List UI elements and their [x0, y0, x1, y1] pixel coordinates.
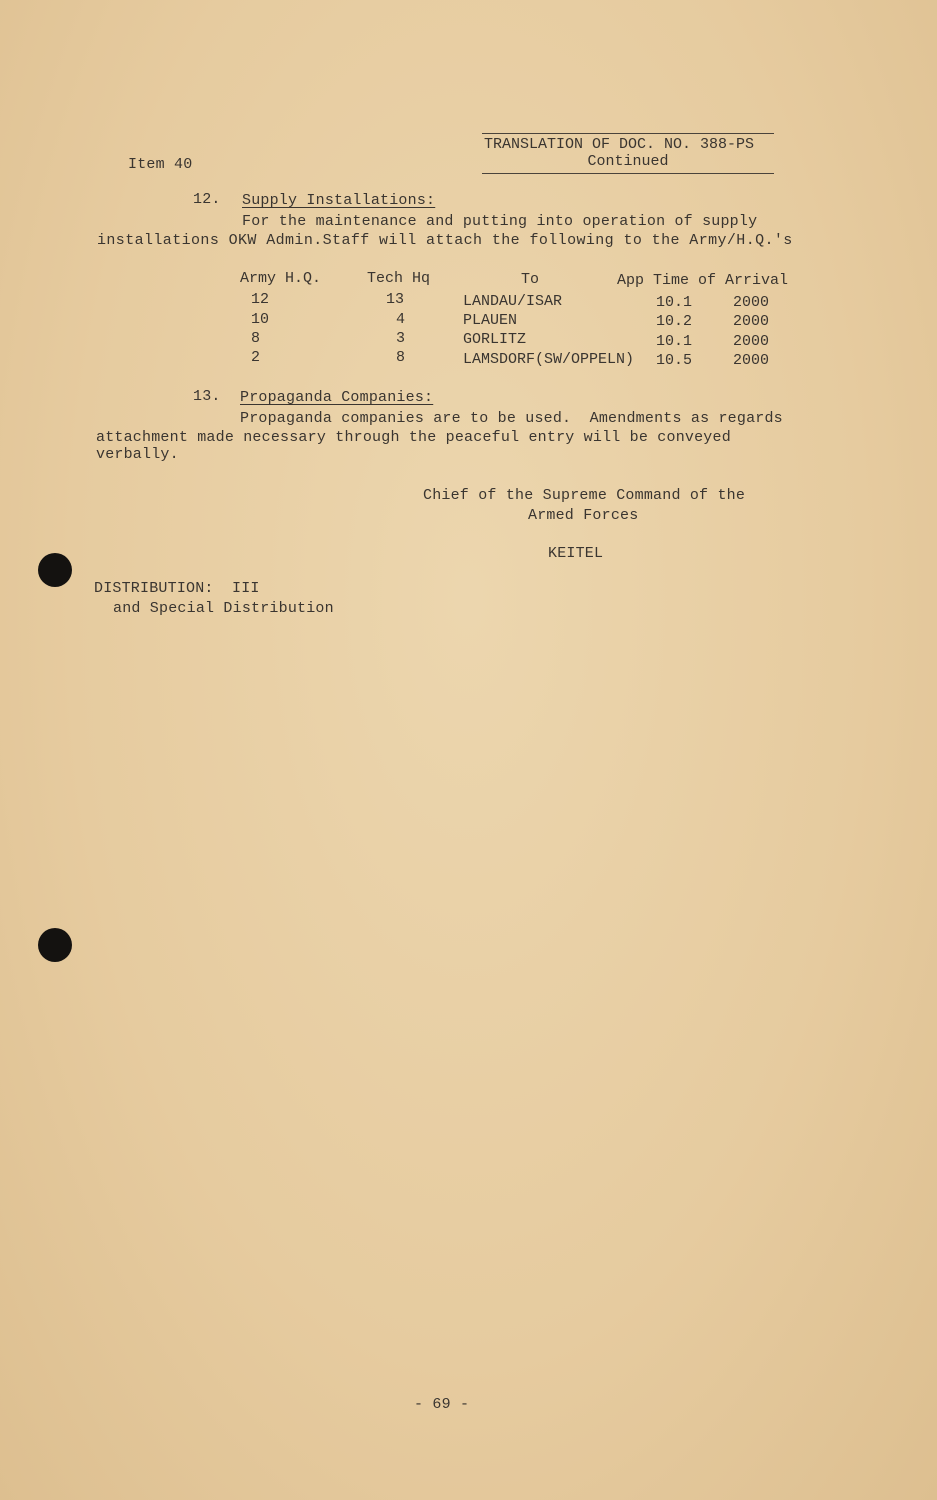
row-4-tech: 8	[396, 349, 406, 366]
col-header-army: Army H.Q.	[240, 270, 322, 287]
row-3-to: GORLITZ	[463, 331, 527, 348]
page-number: - 69 -	[414, 1396, 470, 1413]
section-13-heading: Propaganda Companies:	[240, 389, 434, 406]
row-2-time: 2000	[733, 313, 770, 330]
signature-title-line-2: Armed Forces	[528, 507, 639, 524]
row-4-to: LAMSDORF(SW/OPPELN)	[463, 351, 635, 368]
item-label: Item 40	[128, 156, 193, 173]
doc-header	[482, 133, 774, 174]
row-4-date: 10.5	[656, 352, 693, 369]
header-rule-bottom	[482, 173, 774, 174]
section-13-number: 13.	[193, 388, 221, 405]
section-12-line-2: installations OKW Admin.Staff will attach the following to the Army/H.Q.'s	[97, 232, 793, 249]
row-1-tech: 13	[386, 291, 405, 308]
section-12-line-1: For the maintenance and putting into operation of supply	[242, 213, 758, 230]
row-2-tech: 4	[396, 311, 406, 328]
section-13-line-1: Propaganda companies are to be used. Amendments as regards	[240, 410, 783, 427]
section-13-line-3: verbally.	[96, 446, 179, 463]
row-1-time: 2000	[733, 294, 770, 311]
distribution-line-2: and Special Distribution	[113, 600, 334, 617]
row-1-army: 12	[251, 291, 270, 308]
row-2-to: PLAUEN	[463, 312, 518, 329]
punch-hole-top	[38, 553, 72, 587]
col-header-app-time: App Time of Arrival	[617, 272, 789, 289]
row-2-date: 10.2	[656, 313, 693, 330]
distribution-line-1: DISTRIBUTION: III	[94, 580, 260, 597]
section-13-line-2: attachment made necessary through the peaceful entry will be conveyed	[96, 429, 731, 446]
section-12-heading: Supply Installations:	[242, 192, 436, 209]
col-header-tech: Tech Hq	[367, 270, 431, 287]
col-header-to: To	[521, 271, 540, 288]
row-4-time: 2000	[733, 352, 770, 369]
doc-subtitle: Continued	[587, 153, 669, 170]
row-1-date: 10.1	[656, 294, 693, 311]
row-2-army: 10	[251, 311, 270, 328]
row-4-army: 2	[251, 349, 261, 366]
row-3-tech: 3	[396, 330, 406, 347]
row-3-time: 2000	[733, 333, 770, 350]
doc-title: TRANSLATION OF DOC. NO. 388-PS	[484, 136, 755, 153]
signature-title-line-1: Chief of the Supreme Command of the	[423, 487, 746, 504]
row-1-to: LANDAU/ISAR	[463, 293, 563, 310]
section-12-number: 12.	[193, 191, 221, 208]
signature-name: KEITEL	[548, 545, 604, 562]
row-3-date: 10.1	[656, 333, 693, 350]
row-3-army: 8	[251, 330, 261, 347]
punch-hole-bottom	[38, 928, 72, 962]
